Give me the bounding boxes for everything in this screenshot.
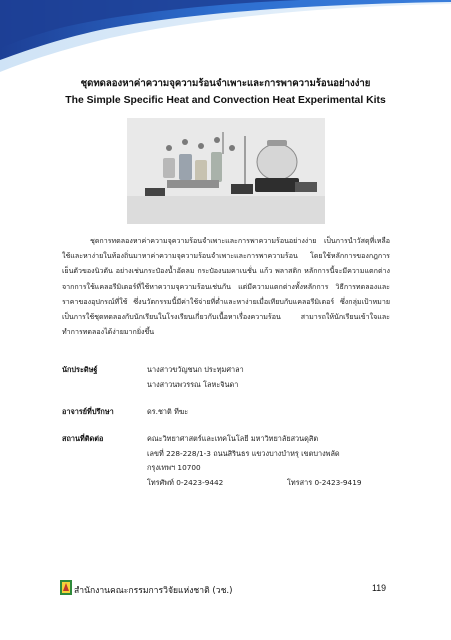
inventor-name: นางสาวนพวรรณ โลหะจินดา <box>147 379 239 389</box>
header-swoosh-decoration <box>0 0 451 80</box>
inventors-label: นักประดิษฐ์ <box>62 365 98 374</box>
advisor-label: อาจารย์ที่ปรึกษา <box>62 407 114 416</box>
contact-fax: โทรสาร 0-2423-9419 <box>287 477 362 487</box>
advisor-name: ดร.ชาติ ทีฆะ <box>147 407 189 416</box>
contact-label: สถานที่ติดต่อ <box>62 434 104 443</box>
abstract-text <box>62 233 390 339</box>
contact-line: กรุงเทพฯ 10700 <box>147 463 201 473</box>
abstract-paragraph: ชุดการทดลองหาค่าความจุความร้อนจำเพาะและการพาความร้อนอย่างง่าย เป็นการนำวัสดุที่เหลือใช้และหาง่ายในท้องถิ่นมาหาค่าความจุความร้อนจำเพาะและการพาความร้อน โดยใช้หลักการของกฎการเย็นตัวของนิวตัน อย่างเช่นกระป๋องน้ำอัดลม กระป๋องนมคาเนชั่น แก้ว พลาสติก หลักการนี้จะมีความแตกต่างจากการใช้แคลอรีมิเตอร์ที่ใช้หาความจุความร้อนเช่นกัน แต่มีความแตกต่างทั้งหลักการ วิธีการทดลองและราคาของอุปกรณ์ที่ใช้ ซึ่งนวัตกรรมนี้มีค่าใช้จ่ายที่ต่ำและหาง่ายเมื่อเทียบกับแคลอรีมิเตอร์ ซึ่งกลุ่มเป้าหมายเป็นการใช้ชุดทดลองกับนักเรียนในโรงเรียนเกี่ยวกับเนื้อหาเรื่องความร้อน สามารถให้นักเรียนเข้าใจและทำการทดลองได้ง่ายมากยิ่งขึ้น <box>62 236 390 337</box>
footer-organization: สำนักงานคณะกรรมการวิจัยแห่งชาติ (วช.) <box>74 586 233 596</box>
inventor-name: นางสาวขวัญชนก ประทุมศาลา <box>147 365 244 374</box>
contact-phone-line <box>147 476 407 491</box>
page-number: 119 <box>372 583 387 593</box>
title-thai: ชุดทดลองหาค่าความจุความร้อนจำเพาะและการพาความร้อนอย่างง่าย <box>80 78 371 89</box>
contact-phone: โทรศัพท์ 0-2423-9442 <box>147 477 224 487</box>
contact-line: คณะวิทยาศาสตร์และเทคโนโลยี มหาวิทยาลัยสวนดุสิต <box>147 434 319 443</box>
title-english: The Simple Specific Heat and Convection Heat Experimental Kits <box>65 95 386 106</box>
nrct-logo-icon <box>60 580 72 595</box>
contact-line: เลขที่ 228-228/1-3 ถนนสิรินธร แขวงบางบำหรุ เขตบางพลัด <box>147 448 340 458</box>
experimental-kit-photo <box>127 118 325 224</box>
